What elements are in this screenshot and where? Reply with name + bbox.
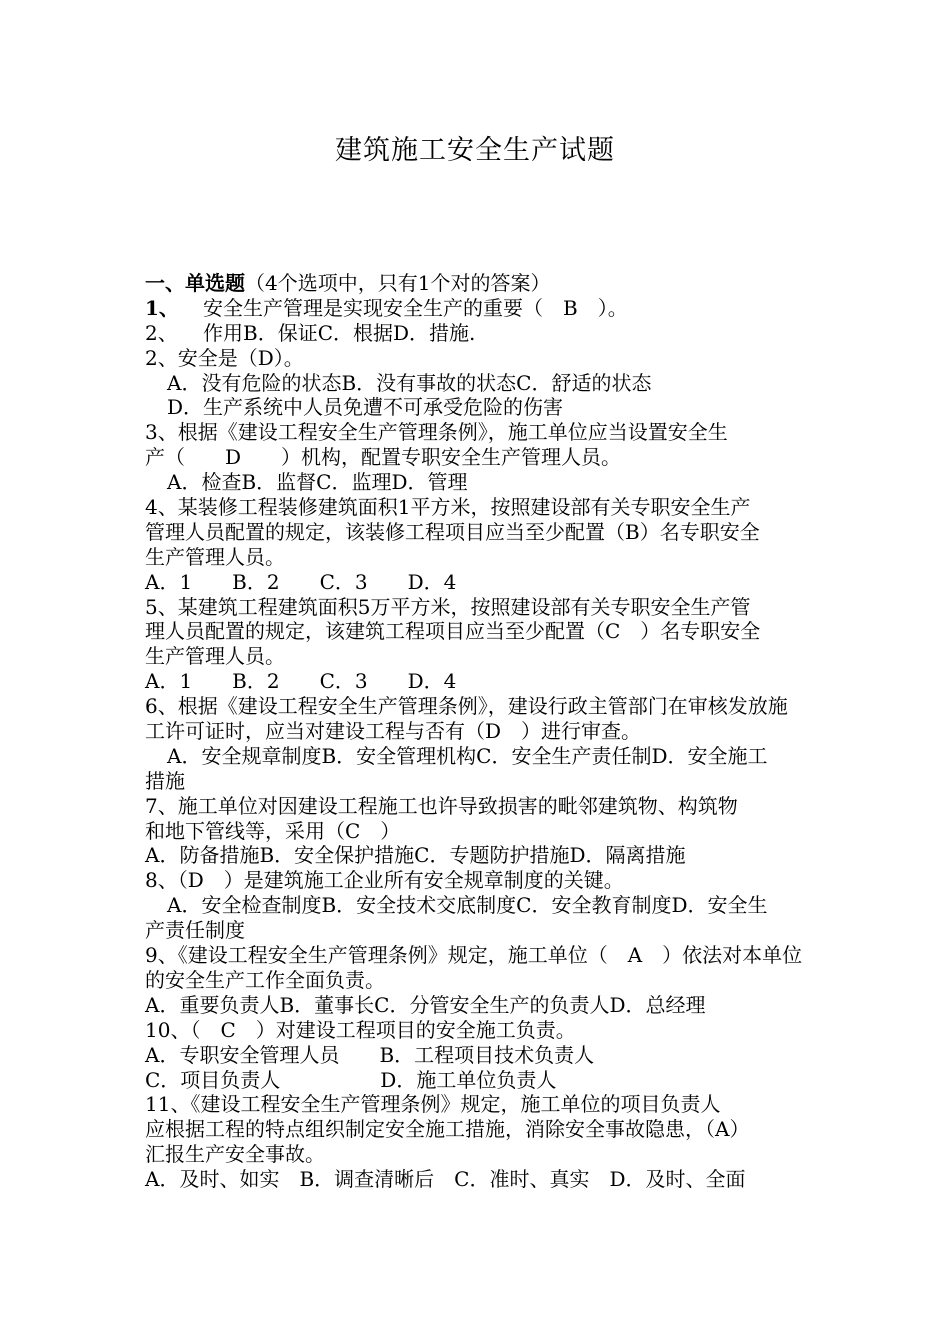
item-text: 安全生产管理是实现安全生产的重要（ B ）。 bbox=[203, 295, 628, 320]
document-line bbox=[145, 296, 813, 321]
document-line bbox=[145, 321, 813, 346]
document-line: 11、《建设工程安全生产管理条例》规定，施工单位的项目负责人 bbox=[145, 1092, 721, 1117]
document-line: A．安全规章制度B．安全管理机构C．安全生产责任制D．安全施工 bbox=[167, 743, 768, 768]
document-line: A．1 B．2 C．3 D．4 bbox=[145, 669, 457, 694]
document-line: A．安全检查制度B．安全技术交底制度C．安全教育制度D．安全生 bbox=[167, 893, 768, 918]
document-line: A．1 B．2 C．3 D．4 bbox=[145, 569, 457, 594]
section-heading bbox=[145, 271, 813, 296]
document-line: 产责任制度 bbox=[145, 918, 245, 943]
item-text: 作用B．保证C．根据D．措施. bbox=[203, 320, 476, 345]
document-line: 6、根据《建设工程安全生产管理条例》，建设行政主管部门在审核发放施 bbox=[145, 694, 788, 719]
document-line: C．项目负责人 D．施工单位负责人 bbox=[145, 1067, 557, 1092]
document-line: 汇报生产安全事故。 bbox=[145, 1142, 325, 1167]
document-line: 10、（ C ）对建设工程项目的安全施工负责。 bbox=[145, 1017, 576, 1042]
document-line: 7、施工单位对因建设工程施工也许导致损害的毗邻建筑物、构筑物 bbox=[145, 793, 738, 818]
document-line: A．及时、如实 B．调查清晰后 C．准时、真实 D．及时、全面 bbox=[145, 1167, 746, 1192]
document-line: 理人员配置的规定，该建筑工程项目应当至少配置（C ）名专职安全 bbox=[145, 619, 761, 644]
document-line: 工许可证时，应当对建设工程与否有（D ）进行审查。 bbox=[145, 719, 642, 744]
document-line: 应根据工程的特点组织制定安全施工措施，消除安全事故隐患，（A） bbox=[145, 1117, 750, 1142]
section-label: 一、单选题 bbox=[145, 271, 245, 295]
document-line: A．防备措施B．安全保护措施C．专题防护措施D．隔离措施 bbox=[145, 843, 686, 868]
question-list bbox=[145, 271, 813, 1192]
document-line: 9、《建设工程安全生产管理条例》规定，施工单位（ A ）依法对本单位 bbox=[145, 943, 803, 968]
document-line: 措施 bbox=[145, 768, 185, 793]
document-line: 管理人员配置的规定，该装修工程项目应当至少配置（B）名专职安全 bbox=[145, 519, 760, 544]
document-line: A．没有危险的状态B．没有事故的状态C．舒适的状态 bbox=[167, 370, 652, 395]
document-line: 2、安全是（D）。 bbox=[145, 345, 304, 370]
document-line: 4、某装修工程装修建筑面积1平方米，按照建设部有关专职安全生产 bbox=[145, 495, 751, 520]
document-line: 的安全生产工作全面负责。 bbox=[145, 967, 385, 992]
document-line: A．检查B．监督C．监理D．管理 bbox=[167, 470, 468, 495]
document-line: 和地下管线等，采用（C ） bbox=[145, 818, 401, 843]
document-line: 生产管理人员。 bbox=[145, 544, 285, 569]
document-line: D．生产系统中人员免遭不可承受危险的伤害 bbox=[167, 395, 564, 420]
item-number: 1、 bbox=[145, 295, 179, 320]
document-line: 5、某建筑工程建筑面积5万平方米，按照建设部有关专职安全生产管 bbox=[145, 594, 751, 619]
document-line: 3、根据《建设工程安全生产管理条例》，施工单位应当设置安全生 bbox=[145, 420, 728, 445]
section-note: （4个选项中，只有1个对的答案） bbox=[245, 271, 551, 295]
document-line: A．专职安全管理人员 B．工程项目技术负责人 bbox=[145, 1042, 595, 1067]
document-line: 产（ D ）机构，配置专职安全生产管理人员。 bbox=[145, 445, 622, 470]
item-number: 2、 bbox=[145, 320, 178, 345]
document-line: 8、（D ）是建筑施工企业所有安全规章制度的关键。 bbox=[145, 868, 624, 893]
page-title: 建筑施工安全生产试题 bbox=[335, 135, 615, 166]
document-line: 生产管理人员。 bbox=[145, 644, 285, 669]
document-line: A．重要负责人B．董事长C．分管安全生产的负责人D．总经理 bbox=[145, 992, 706, 1017]
